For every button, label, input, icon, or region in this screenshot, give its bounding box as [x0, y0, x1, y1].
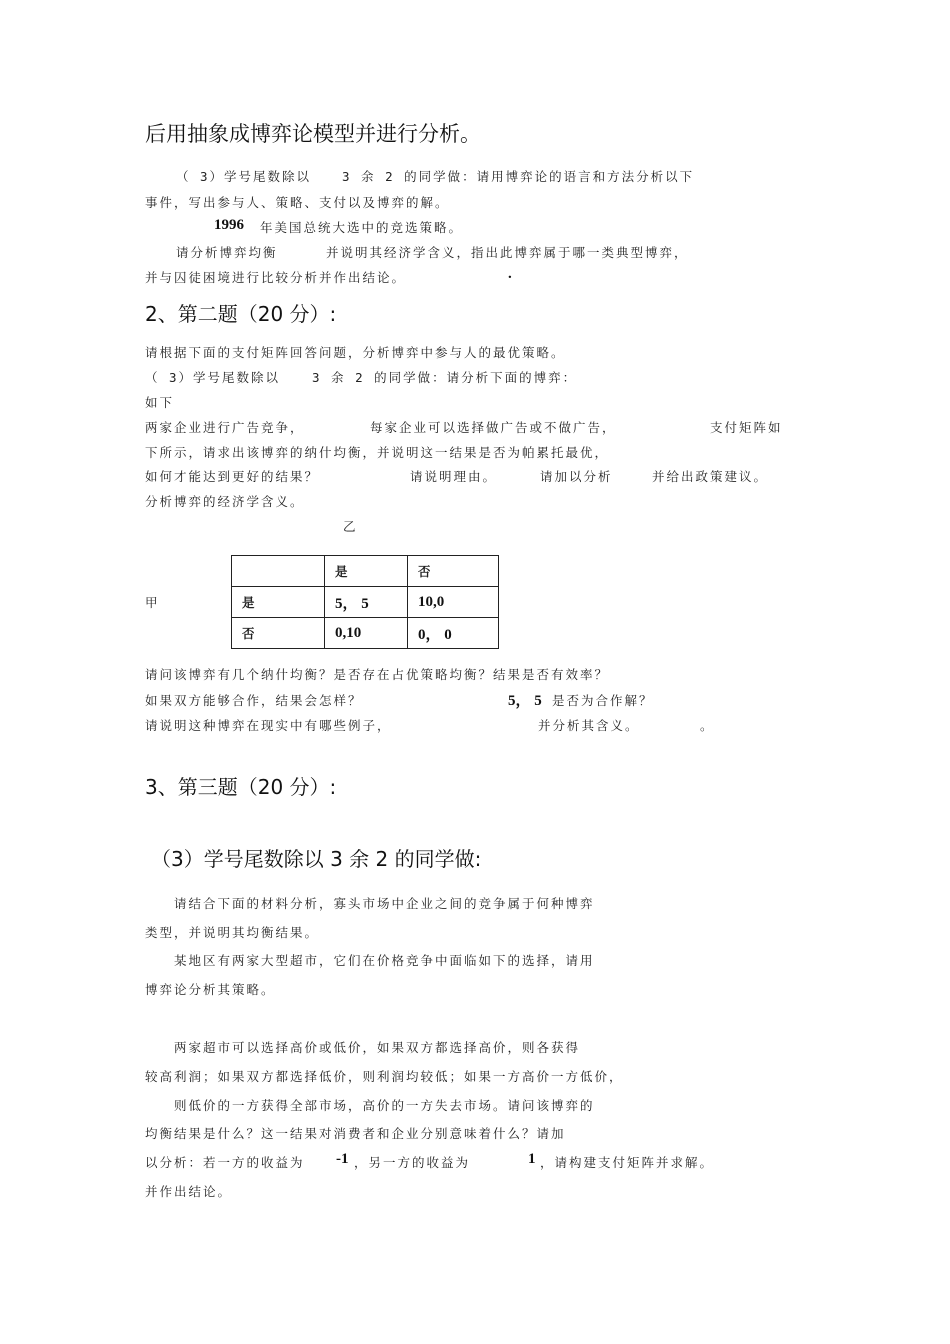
part1-dot: . — [508, 266, 512, 282]
intro-heading: 后用抽象成博弈论模型并进行分析。 — [145, 122, 481, 146]
section3-q11: 并作出结论。 — [145, 1184, 233, 1199]
section3-q10b: -1 — [336, 1151, 349, 1167]
section3-q10c: ，另一方的收益为 — [354, 1155, 471, 1170]
matrix-row-header: 是 — [232, 587, 325, 618]
section2-p2a: （ 3）学号尾数除以 — [145, 370, 281, 385]
section3-q7: 较高利润；如果双方都选择低价，则利润均较低；如果一方高价一方低价， — [145, 1069, 624, 1084]
part1-line1b: 3 余 2 的同学做：请用博弈论的语言和方法分析以下 — [342, 169, 695, 184]
column-player-label: 乙 — [343, 519, 358, 534]
matrix-col-header: 是 — [325, 556, 408, 587]
section2-p10a: 请说明这种博弈在现实中有哪些例子， — [145, 718, 392, 733]
section2-p9a: 如果双方能够合作，结果会怎样？ — [145, 693, 363, 708]
matrix-row — [232, 618, 499, 649]
section2-p6d: 并给出政策建议。 — [652, 469, 769, 484]
section2-p2b: 3 余 2 的同学做：请分析下面的博弈： — [312, 370, 578, 385]
section3-q6: 两家超市可以选择高价或低价，如果双方都选择高价，则各获得 — [145, 1040, 581, 1055]
section2-p8: 请问该博弈有几个纳什均衡？是否存在占优策略均衡？结果是否有效率？ — [145, 667, 610, 682]
matrix-corner — [232, 556, 325, 587]
matrix-cell: 5， 5 — [325, 587, 408, 618]
section2-p7: 分析博弈的经济学含义。 — [145, 494, 305, 509]
section2-p4a: 两家企业进行广告竞争， — [145, 420, 305, 435]
part1-line4a: 请分析博弈均衡 — [176, 245, 278, 260]
matrix-cell: 0,10 — [325, 618, 408, 649]
section3-q8: 则低价的一方获得全部市场，高价的一方失去市场。请问该博弈的 — [145, 1098, 595, 1113]
part1-line2: 事件，写出参与人、策略、支付以及博弈的解。 — [145, 195, 450, 210]
section2-title: 2、第二题（20 分）: — [145, 302, 337, 326]
section3-title: 3、第三题（20 分）: — [145, 775, 337, 799]
matrix-cell: 10,0 — [408, 587, 499, 618]
row-player-label: 甲 — [145, 595, 160, 610]
section2-p5: 下所示，请求出该博弈的纳什均衡，并说明这一结果是否为帕累托最优， — [145, 445, 610, 460]
section2-p1: 请根据下面的支付矩阵回答问题，分析博弈中参与人的最优策略。 — [145, 345, 566, 360]
section2-p4c: 支付矩阵如 — [710, 420, 783, 435]
part1-line5a: 并与囚徒困境进行比较分析并作出结论。 — [145, 270, 407, 285]
matrix-col-header: 否 — [408, 556, 499, 587]
section3-q5 — [145, 1009, 174, 1027]
section2-p10b: 并分析其含义。 — [538, 718, 640, 733]
section3-q2: 类型，并说明其均衡结果。 — [145, 925, 320, 940]
section2-p6a: 如何才能达到更好的结果？ — [145, 469, 320, 484]
matrix-header-row — [232, 556, 499, 587]
section3-q4: 博弈论分析其策略。 — [145, 982, 276, 997]
section3-q10d: 1 — [528, 1151, 536, 1167]
section3-q9: 均衡结果是什么？这一结果对消费者和企业分别意味着什么？请加 — [145, 1126, 566, 1141]
part1-line4b: 并说明其经济学含义，指出此博弈属于哪一类典型博弈， — [326, 245, 689, 260]
section3-q1: 请结合下面的材料分析，寡头市场中企业之间的竞争属于何种博弈 — [145, 896, 595, 911]
part1-line1a: （ 3）学号尾数除以 — [176, 169, 312, 184]
section2-p10c: 。 — [700, 718, 715, 733]
matrix-row — [232, 587, 499, 618]
section3-q10a: 以分析：若一方的收益为 — [145, 1155, 305, 1170]
section2-p3: 如下 — [145, 395, 175, 410]
part1-line3a — [176, 218, 205, 236]
section3-q3: 某地区有两家大型超市，它们在价格竞争中面临如下的选择，请用 — [145, 953, 595, 968]
matrix-cell: 0， 0 — [408, 618, 499, 649]
section3-subtitle: （3）学号尾数除以 3 余 2 的同学做: — [151, 847, 482, 871]
section2-p9c: 是否为合作解？ — [552, 693, 654, 708]
section2-p6c: 请加以分析 — [540, 469, 613, 484]
section2-p4b: 每家企业可以选择做广告或不做广告， — [370, 420, 617, 435]
section2-p6b: 请说明理由。 — [410, 469, 498, 484]
part1-line3c: 年美国总统大选中的竞选策略。 — [260, 220, 464, 235]
section2-p9b: 5， 5 — [508, 693, 542, 709]
part1-year: 1996 — [214, 217, 244, 233]
matrix-row-header: 否 — [232, 618, 325, 649]
payoff-matrix — [231, 555, 499, 649]
section3-q10e: ，请构建支付矩阵并求解。 — [540, 1155, 715, 1170]
